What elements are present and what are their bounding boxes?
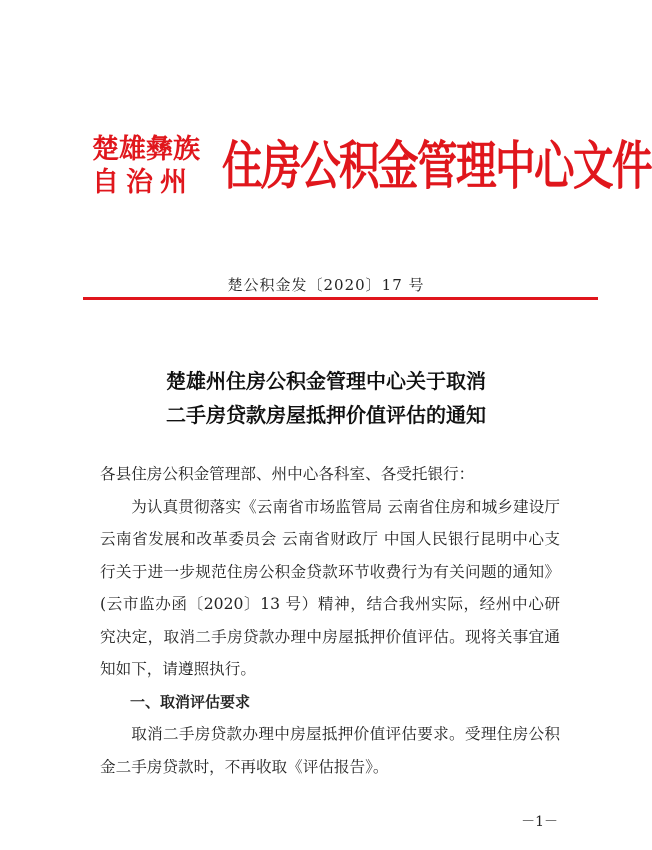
document-body (100, 458, 560, 783)
paragraph-2: 取消二手房贷款办理中房屋抵押价值评估要求。受理住房公积金二手房贷款时，不再收取《评估报告》。 (100, 725, 560, 776)
title-line-1: 楚雄州住房公积金管理中心关于取消 (166, 369, 486, 393)
page-number: －1－ (521, 814, 558, 830)
addressee: 各县住房公积金管理部、州中心各科室、各受托银行： (100, 465, 475, 483)
document-title (0, 364, 652, 432)
letterhead-org-name (92, 133, 217, 199)
title-line-2: 二手房贷款房屋抵押价值评估的通知 (166, 403, 486, 427)
document-number: 楚公积金发〔2020〕17 号 (227, 276, 425, 294)
paragraph-1: 为认真贯彻落实《云南省市场监管局 云南省住房和城乡建设厅 云南省发展和改革委员会 云南省财政厅 中国人民银行昆明中心支行关于进一步规范住房公积金贷款环节收费行为有关问题的通知》(云市监办函〔2020〕13 号）精神，结合我州实际，经州中心研究决定，取消二手房贷款办理中房屋抵押价值评估。现将关事宜通知如下，请遵照执行。 (100, 497, 560, 678)
red-letterhead (92, 125, 652, 215)
letterhead-doc-type: 住房公积金管理中心文件 (222, 136, 652, 197)
section-1-heading: 一、取消评估要求 (130, 692, 251, 711)
letterhead-line-2: 自治州 (92, 167, 194, 198)
letterhead-line-1: 楚雄彝族 (92, 134, 200, 165)
red-divider (83, 297, 598, 300)
